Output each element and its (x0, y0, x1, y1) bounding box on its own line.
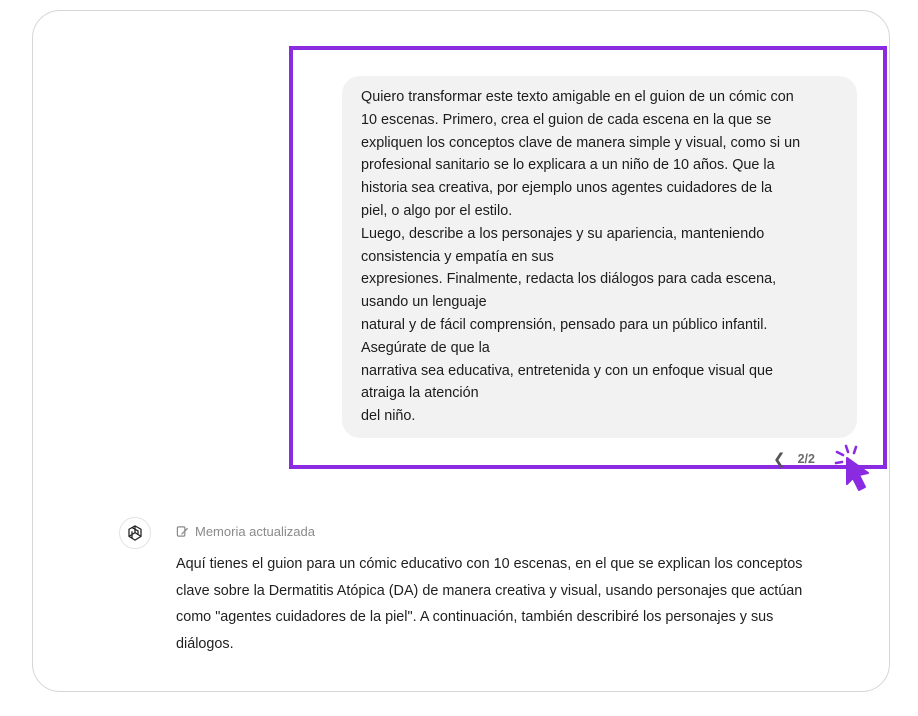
version-label: 2/2 (797, 452, 815, 466)
user-message-line: narrativa sea educativa, entretenida y con un enfoque visual que (361, 362, 774, 379)
memory-status[interactable] (176, 524, 315, 539)
user-message-line: historia sea creativa, por ejemplo unos agentes cuidadores de la (361, 180, 773, 197)
user-message-line: profesional sanitario se lo explicara a un niño de 10 años. Que la (361, 157, 775, 174)
click-cursor-icon (832, 442, 882, 498)
memory-edit-icon (176, 525, 189, 538)
assistant-avatar (119, 517, 151, 549)
user-message-line: Quiero transformar este texto amigable en el guion de un cómic con (361, 89, 794, 105)
user-message-line: expresiones. Finalmente, redacta los diálogos para cada escena, (361, 271, 777, 288)
user-message-line: del niño. (361, 408, 416, 425)
user-message-line: 10 escenas. Primero, crea el guion de cada escena en la que se (361, 111, 772, 128)
message-version-pager (773, 449, 815, 469)
user-message-line: piel, o algo por el estilo. (361, 202, 513, 219)
openai-logo-icon (126, 524, 144, 542)
memory-label: Memoria actualizada (195, 524, 315, 539)
assistant-message-line: diálogos. (176, 635, 234, 652)
user-message-line: atraiga la atención (361, 385, 479, 402)
assistant-message-line: como "agentes cuidadores de la piel". A continuación, también describiré los personajes y sus (176, 609, 774, 625)
chevron-left-icon[interactable]: ❮ (773, 451, 786, 468)
assistant-message-line: Aquí tienes el guion para un cómic educativo con 10 escenas, en el que se explican los conceptos (176, 556, 803, 572)
user-message-line: expliquen los conceptos clave de manera simple y visual, como si un (361, 134, 801, 151)
user-message-line: natural y de fácil comprensión, pensado para un público infantil. (361, 316, 768, 333)
assistant-message (176, 551, 866, 657)
user-message-line: Asegúrate de que la (361, 339, 490, 356)
assistant-message-line: clave sobre la Dermatitis Atópica (DA) de manera creativa y visual, usando personajes que actúan (176, 582, 803, 599)
highlight-frame (289, 46, 887, 469)
user-message-line: consistencia y empatía en sus (361, 248, 554, 265)
user-message-line: usando un lenguaje (361, 294, 487, 311)
user-message-line: Luego, describe a los personajes y su apariencia, manteniendo (361, 225, 765, 242)
